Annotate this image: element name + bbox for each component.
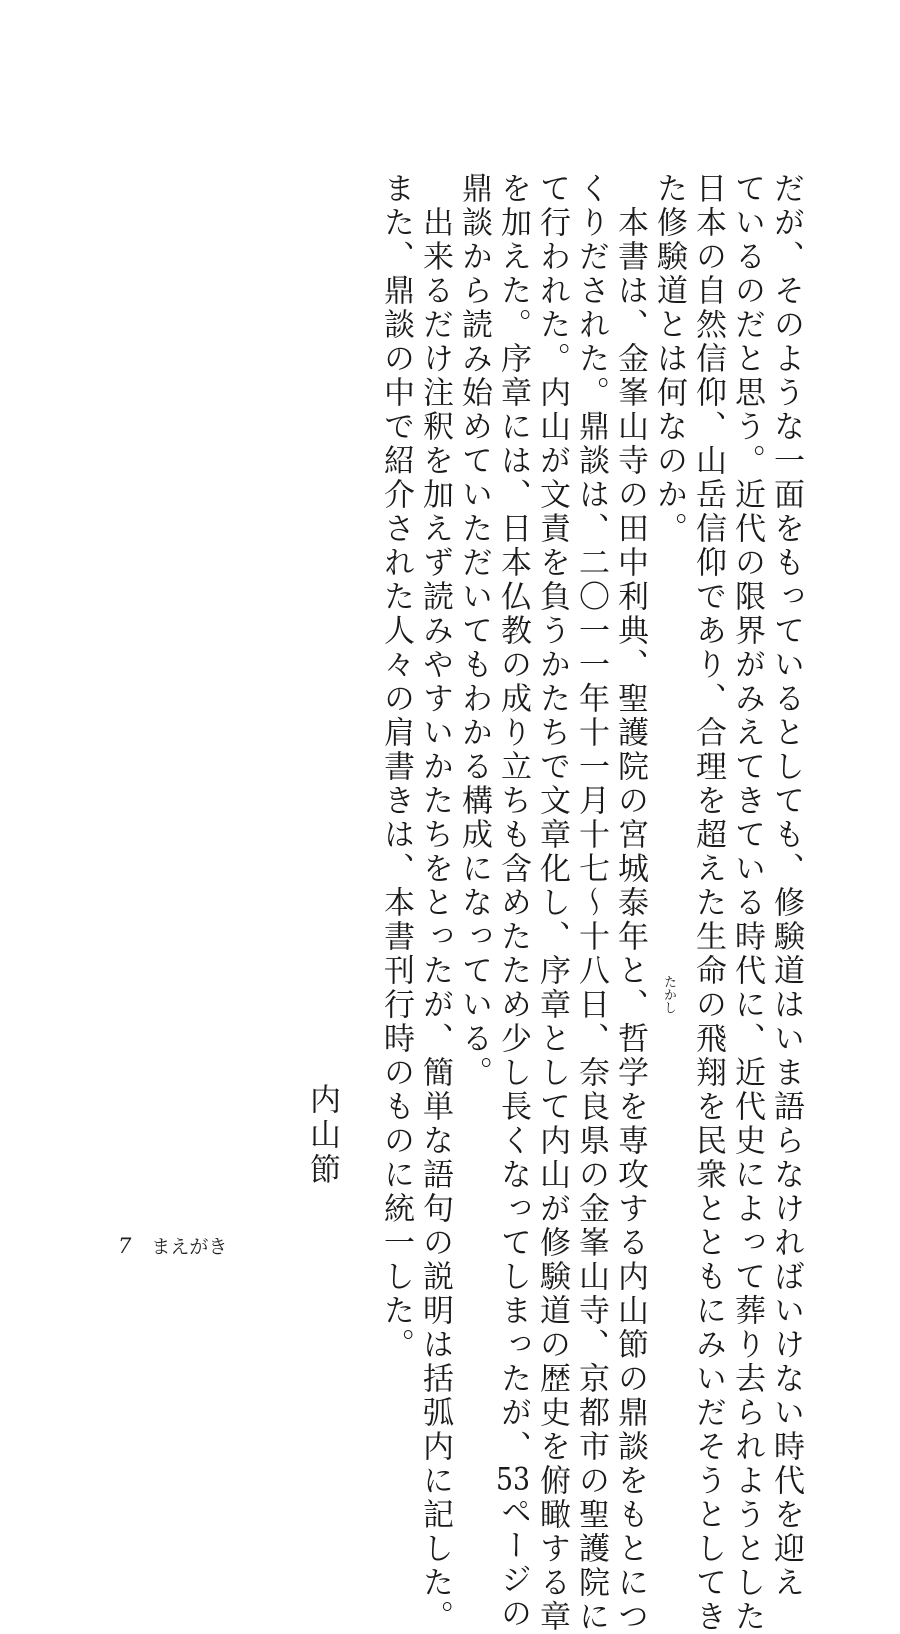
text-column-8 [495,172,531,1631]
section-title: まえがき [151,1236,228,1258]
text-column-8-main: を加えた。序章には、日本仏教の成り立ちも含めたため少し長くなってしまったが、 [495,172,531,1464]
text-column-4: た修験道とは何なのか。 [651,172,687,546]
text-column-10: 出来るだけ注釈を加えず読みやすいかたちをとったが、簡単な語句の説明は括弧内に記した。 [417,206,453,1634]
page-footer [118,1232,227,1259]
page-number: 7 [118,1234,132,1258]
furigana-ruby: たかし [661,975,676,1014]
text-column-8-tail: ページの [495,1495,531,1631]
page-reference-number: 53 [495,1464,531,1495]
author-signature: 内山節 [304,1083,340,1188]
text-column-1: だが、そのような一面をもっているとしても、修験道はいま語らなければいけない時代を迎え [768,172,804,1600]
text-column-7: て行われた。内山が文責を負うかたちで文章化し、序章として内山が修験道の歴史を俯瞰する章 [534,172,570,1634]
text-column-3: 日本の自然信仰、山岳信仰であり、合理を超えた生命の飛翔を民衆とともにみいだそうとしてき [690,172,726,1634]
text-column-2: ているのだと思う。近代の限界がみえてきている時代に、近代史によって葬り去られようとした [729,172,765,1634]
text-column-9: 鼎談から読み始めていただいてもわかる構成になっている。 [456,172,492,1090]
text-column-6: くりだされた。鼎談は、二〇一一年十一月十七～十八日、奈良県の金峯山寺、京都市の聖護院に [573,172,609,1634]
text-column-5: 本書は、金峯山寺の田中利典、聖護院の宮城泰年と、哲学を専攻する内山節の鼎談をもとにつ [612,206,648,1634]
text-column-11: また、鼎談の中で紹介された人々の肩書きは、本書刊行時のものに統一した。 [378,172,414,1362]
